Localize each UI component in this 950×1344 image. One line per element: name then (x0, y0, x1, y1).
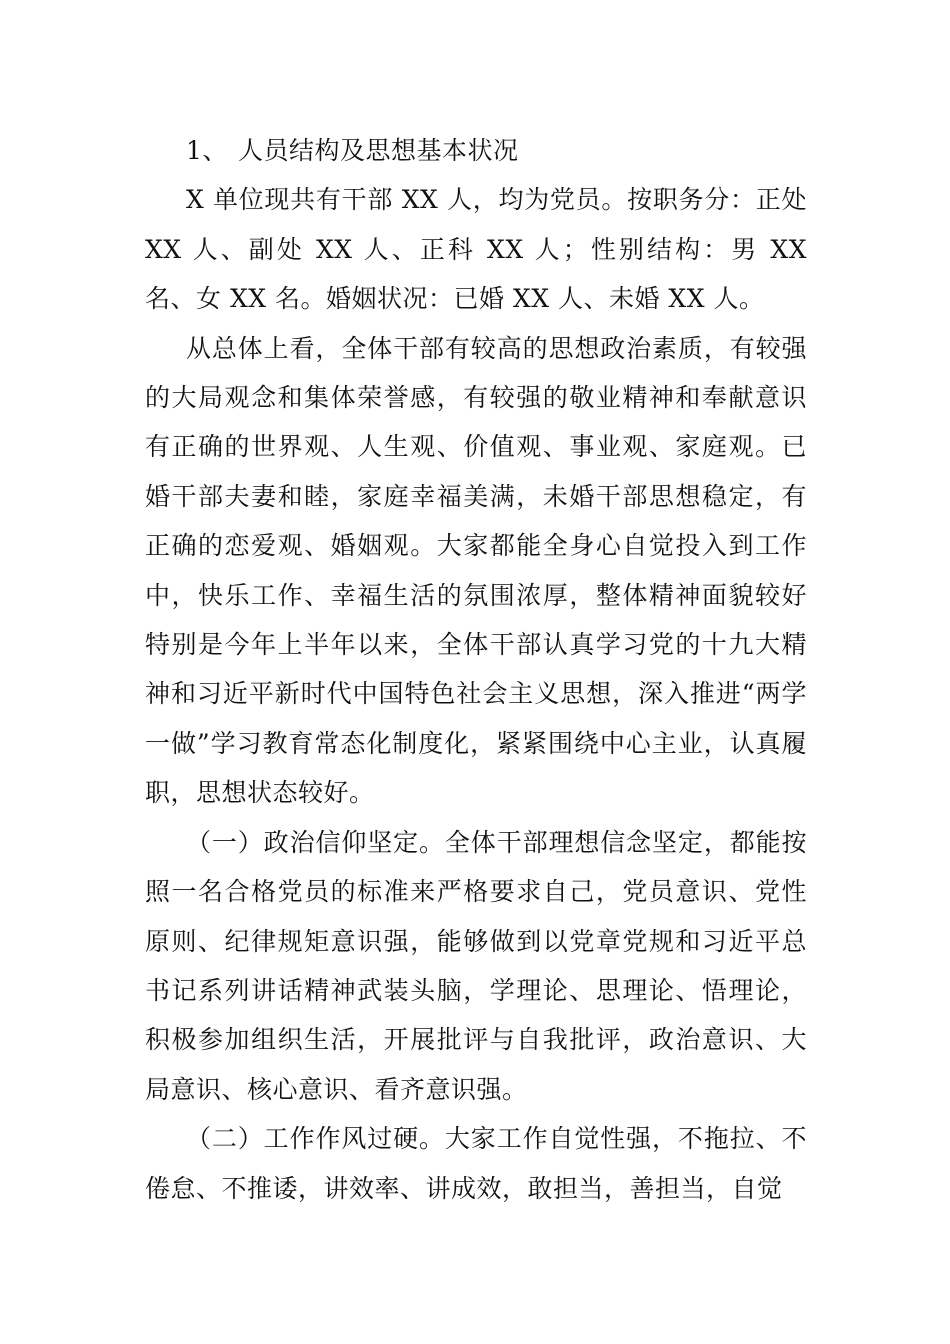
section-title: 人员结构及思想基本状况 (238, 136, 519, 165)
paragraph-staff-structure: X 单位现共有干部 XX 人，均为党员。按职务分：正处 XX 人、副处 XX 人、正科 XX 人；性别结构：男 XX 名、女 XX 名。婚姻状况：已婚 XX 人、未婚 XX 人。 (145, 185, 807, 314)
section-heading (145, 126, 807, 175)
section-number: 1、 (186, 136, 228, 165)
paragraph-political-belief: （一）政治信仰坚定。全体干部理想信念坚定，都能按照一名合格党员的标准来严格要求自己，党员意识、党性原则、纪律规矩意识强，能够做到以党章党规和习近平总书记系列讲话精神武装头脑，学理论、思理论、悟理论，积极参加组织生活，开展批评与自我批评，政治意识、大局意识、核心意识、看齐意识强。 (145, 827, 807, 1104)
paragraph-work-style: （二）工作作风过硬。大家工作自觉性强，不拖拉、不倦怠、不推诿，讲效率、讲成效，敢担当，善担当，自觉 (145, 1124, 807, 1203)
document-body (145, 126, 807, 1213)
paragraph-overall-status: 从总体上看，全体干部有较高的思想政治素质，有较强的大局观念和集体荣誉感，有较强的敬业精神和奉献意识有正确的世界观、人生观、价值观、事业观、家庭观。已婚干部夫妻和睦，家庭幸福美满，未婚干部思想稳定，有正确的恋爱观、婚姻观。大家都能全身心自觉投入到工作中，快乐工作、幸福生活的氛围浓厚，整体精神面貌较好特别是今年上半年以来，全体干部认真学习党的十九大精神和习近平新时代中国特色社会主义思想，深入推进“两学一做”学习教育常态化制度化，紧紧围绕中心主业，认真履职，思想状态较好。 (145, 333, 807, 808)
